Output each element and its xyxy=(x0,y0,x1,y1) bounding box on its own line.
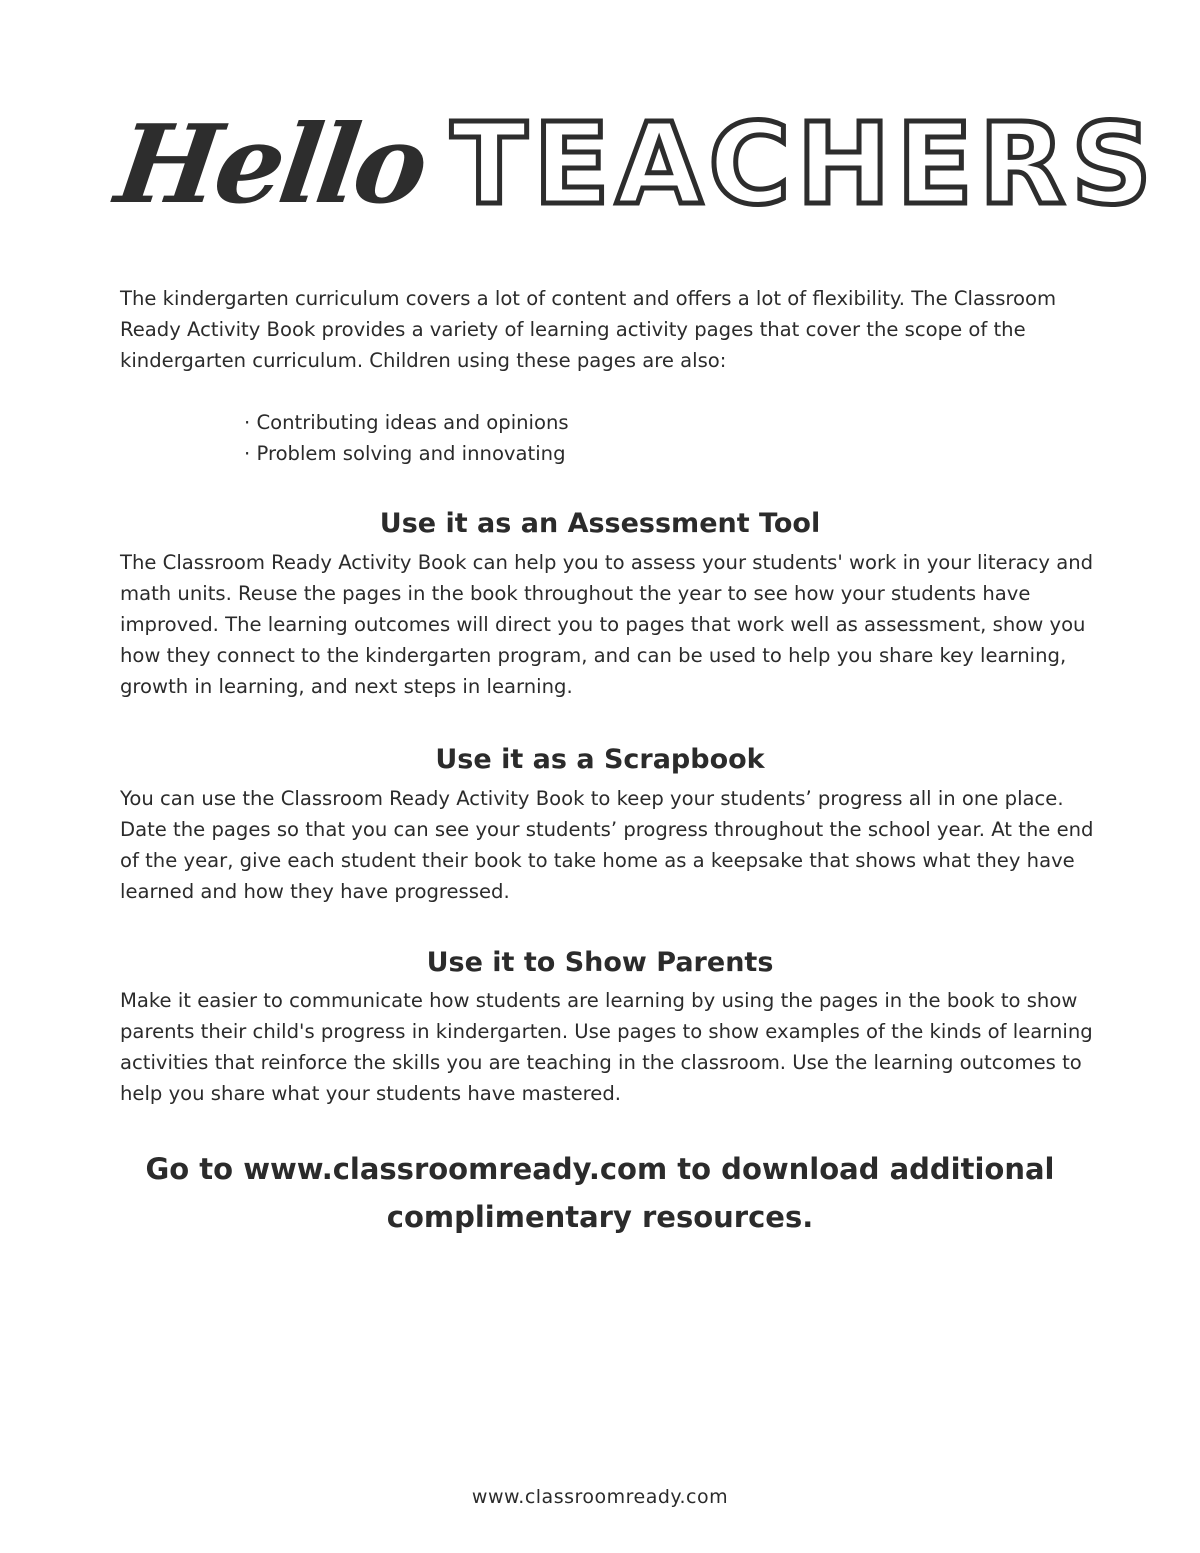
call-to-action xyxy=(0,1145,1200,1241)
bullet-item: · Contributing ideas and opinions xyxy=(244,407,569,438)
parents-heading: Use it to Show Parents xyxy=(426,947,774,978)
page-header xyxy=(109,100,1158,230)
hello-script-title: Hello xyxy=(109,102,432,228)
cta-line-2: complimentary resources. xyxy=(386,1200,814,1234)
assessment-paragraph: The Classroom Ready Activity Book can help you to assess your students' work in your literacy and math units. Reuse the pages in the book throughout the year to see how your students have improved. The learning outcomes will direct you to pages that work well as assessment, show you how they connect to the kindergarten program, and can be used to help you share key learning, growth in learning, and next steps in learning. xyxy=(120,551,1094,698)
assessment-heading: Use it as an Assessment Tool xyxy=(379,508,821,539)
intro-bullet-list xyxy=(244,407,569,469)
footer-url: www.classroomready.com xyxy=(471,1486,729,1508)
teachers-outline-title: TEACHERS xyxy=(450,100,1158,230)
cta-line-1: Go to www.classroomready.com to download additional xyxy=(145,1152,1055,1186)
intro-paragraph: The kindergarten curriculum covers a lot of content and offers a lot of flexibility. The Classroom Ready Activity Book provides a variety of learning activity pages that cover the scope of the kindergarten curriculum. Children using these pages are also: xyxy=(120,287,1057,372)
parents-paragraph: Make it easier to communicate how students are learning by using the pages in the book to show parents their child's progress in kindergarten. Use pages to show examples of the kinds of learning activities that reinforce the skills you are teaching in the classroom. Use the learning outcomes to help you share what your students have mastered. xyxy=(120,989,1093,1105)
scrapbook-heading: Use it as a Scrapbook xyxy=(435,744,765,775)
bullet-item: · Problem solving and innovating xyxy=(244,438,569,469)
scrapbook-paragraph: You can use the Classroom Ready Activity Book to keep your students’ progress all in one place. Date the pages so that you can see your students’ progress throughout the school year. At the end of the year, give each student their book to take home as a keepsake that shows what they have learned and how they have progressed. xyxy=(120,787,1094,903)
